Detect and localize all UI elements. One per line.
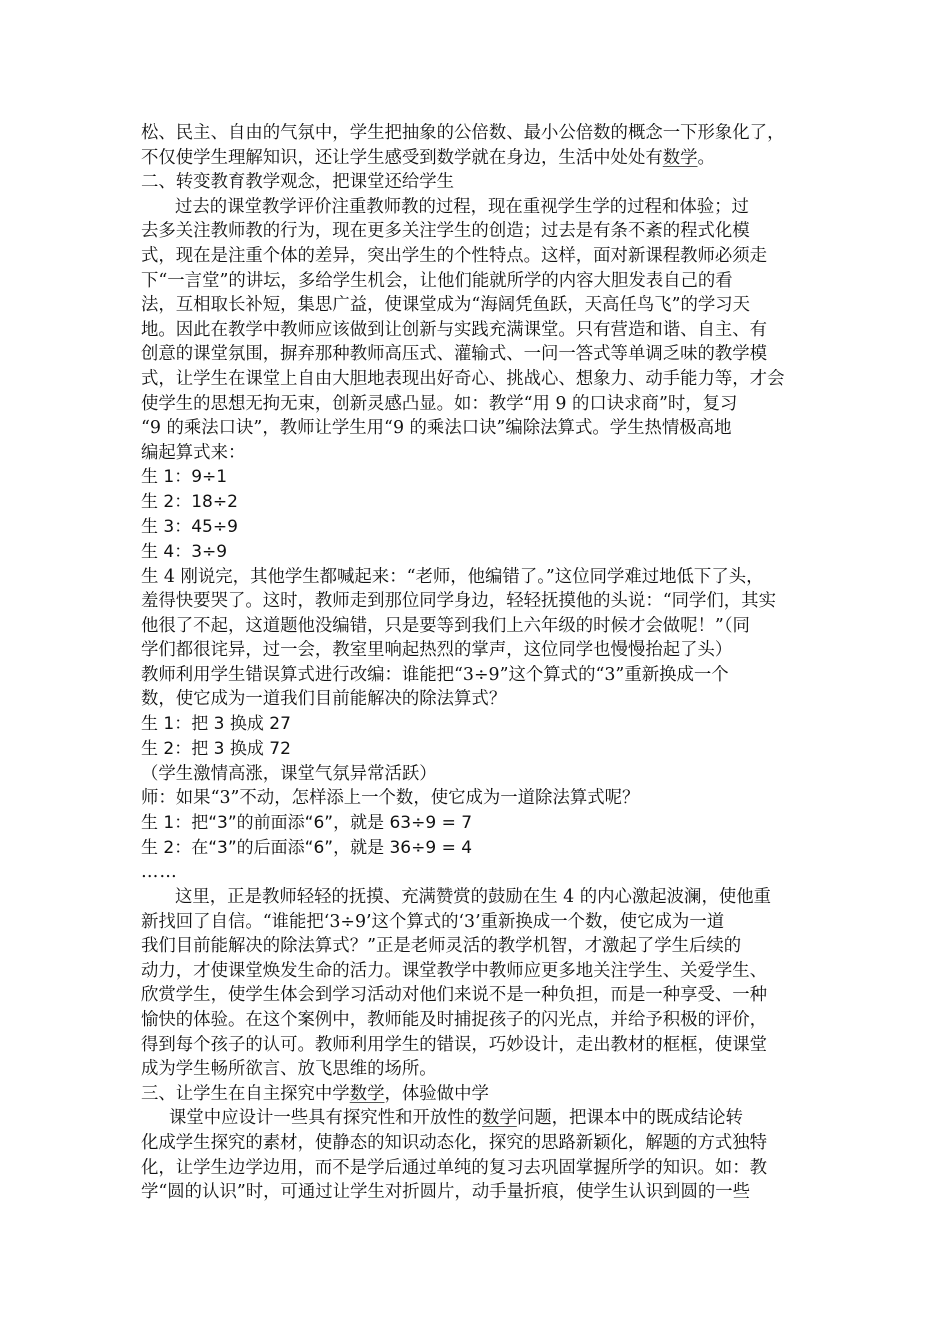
paragraph-line: 法，互相取长补短，集思广益，使课堂成为“海阔凭鱼跃，天高任鸟飞”的学习天	[141, 295, 751, 316]
paragraph-line: 过去的课堂教学评价注重教师教的过程，现在重视学生学的过程和体验；过	[175, 196, 749, 217]
class-note: （学生激情高涨，课堂气氛异常活跃）	[141, 763, 437, 784]
paragraph-line	[141, 146, 813, 171]
paragraph-line: 编起算式来：	[141, 442, 246, 463]
paragraph-line: 教师利用学生错误算式进行改编：谁能把“3÷9”这个算式的“3”重新换成一个	[141, 664, 729, 685]
ellipsis: ……	[141, 862, 178, 883]
student-answer: 生 2：18÷2	[141, 492, 238, 513]
teacher-question: 师：如果“3”不动，怎样添上一个数，使它成为一道除法算式呢？	[141, 788, 640, 809]
paragraph-line: 数，使它成为一道我们目前能解决的除法算式？	[141, 689, 507, 710]
paragraph-line: 他很了不起，这道题他没编错，只是要等到我们上六年级的时候才会做呢！”（同	[141, 615, 750, 636]
paragraph-line: 得到每个孩子的认可。教师利用学生的错误，巧妙设计，走出教材的框框，使课堂	[141, 1034, 768, 1055]
paragraph-line: “9 的乘法口诀”，教师让学生用“9 的乘法口诀”编除法算式。学生热情极高地	[141, 418, 732, 439]
paragraph-line: 松、民主、自由的气氛中，学生把抽象的公倍数、最小公倍数的概念一下形象化了，	[141, 123, 785, 143]
paragraph-line: 我们目前能解决的除法算式？”正是老师灵活的教学机智，才激起了学生后续的	[141, 936, 742, 957]
text-run: 三、让学生在自主探究中学	[141, 1083, 350, 1104]
paragraph-line	[141, 1106, 813, 1131]
text-run: ，体验做中学	[384, 1083, 489, 1104]
hyperlink-math[interactable]: 数学	[662, 147, 698, 168]
paragraph-line: 这里，正是教师轻轻的抚摸、充满赞赏的鼓励在生 4 的内心激起波澜，使他重	[175, 887, 772, 908]
section-heading	[141, 1082, 813, 1107]
paragraph-line: 愉快的体验。在这个案例中，教师能及时捕捉孩子的闪光点，并给予积极的评价，	[141, 1010, 768, 1030]
hyperlink-math[interactable]: 数学	[482, 1108, 517, 1129]
paragraph-line: 化成学生探究的素材，使静态的知识动态化，探究的思路新颖化，解题的方式独特	[141, 1132, 768, 1153]
paragraph-line: 羞得快要哭了。这时，教师走到那位同学身边，轻轻抚摸他的头说：“同学们，其实	[141, 591, 776, 612]
paragraph-line: 使学生的思想无拘无束，创新灵感凸显。如：教学“用 9 的口诀求商”时，复习	[141, 393, 738, 414]
document-page	[141, 121, 813, 1205]
hyperlink-math[interactable]: 数学	[349, 1083, 385, 1104]
paragraph-line: 动力，才使课堂焕发生命的活力。课堂教学中教师应更多地关注学生、关爱学生、	[141, 960, 768, 981]
paragraph-line: 新找回了自信。“谁能把‘3÷9’这个算式的‘3’重新换成一个数，使它成为一道	[141, 911, 725, 932]
paragraph-line: 欣赏学生，使学生体会到学习活动对他们来说不是一种负担，而是一种享受、一种	[141, 985, 768, 1006]
paragraph-line: 下“一言堂”的讲坛，多给学生机会，让他们能就所学的内容大胆发表自己的看	[141, 270, 733, 291]
paragraph-line: 学“圆的认识”时，可通过让学生对折圆片，动手量折痕，使学生认识到圆的一些	[141, 1182, 751, 1203]
student-answer: 生 1：把 3 换成 27	[141, 714, 291, 735]
paragraph-line: 成为学生畅所欲言、放飞思维的场所。	[141, 1059, 437, 1080]
text-run: 。	[697, 147, 715, 168]
student-answer: 生 2：把 3 换成 72	[141, 738, 291, 759]
section-heading: 二、转变教育教学观念，把课堂还给学生	[141, 172, 455, 193]
student-answer: 生 1：9÷1	[141, 467, 228, 488]
text-run: 问题，把课本中的既成结论转	[516, 1108, 743, 1129]
paragraph-line: 学们都很诧异，过一会，教室里响起热烈的掌声，这位同学也慢慢抬起了头）	[141, 640, 733, 661]
text-run: 不仅使学生理解知识，还让学生感受到数学就在身边，生活中处处有	[141, 147, 663, 168]
paragraph-line: 式，现在是注重个体的差异，突出学生的个性特点。这样，面对新课程教师必须走	[141, 245, 768, 266]
paragraph-line: 化，让学生边学边用，而不是学后通过单纯的复习去巩固掌握所学的知识。如：教	[141, 1157, 768, 1178]
student-answer: 生 3：45÷9	[141, 516, 238, 537]
paragraph-line: 地。因此在教学中教师应该做到让创新与实践充满课堂。只有营造和谐、自主、有	[141, 319, 768, 340]
paragraph-line: 去多关注教师教的行为，现在更多关注学生的创造；过去是有条不紊的程式化模	[141, 221, 750, 242]
student-answer: 生 2：在“3”的后面添“6”，就是 36÷9 = 4	[141, 837, 473, 858]
paragraph-line: 创意的课堂氛围，摒弃那种教师高压式、灌输式、一问一答式等单调乏味的教学模	[141, 344, 768, 365]
text-run: 课堂中应设计一些具有探究性和开放性的	[169, 1108, 483, 1129]
student-answer: 生 4：3÷9	[141, 541, 228, 562]
student-answer: 生 1：把“3”的前面添“6”，就是 63÷9 = 7	[141, 812, 473, 833]
paragraph-line: 生 4 刚说完，其他学生都喊起来：“老师，他编错了。”这位同学难过地低下了头，	[141, 566, 764, 587]
paragraph-line: 式，让学生在课堂上自由大胆地表现出好奇心、挑战心、想象力、动手能力等，才会	[141, 368, 785, 389]
